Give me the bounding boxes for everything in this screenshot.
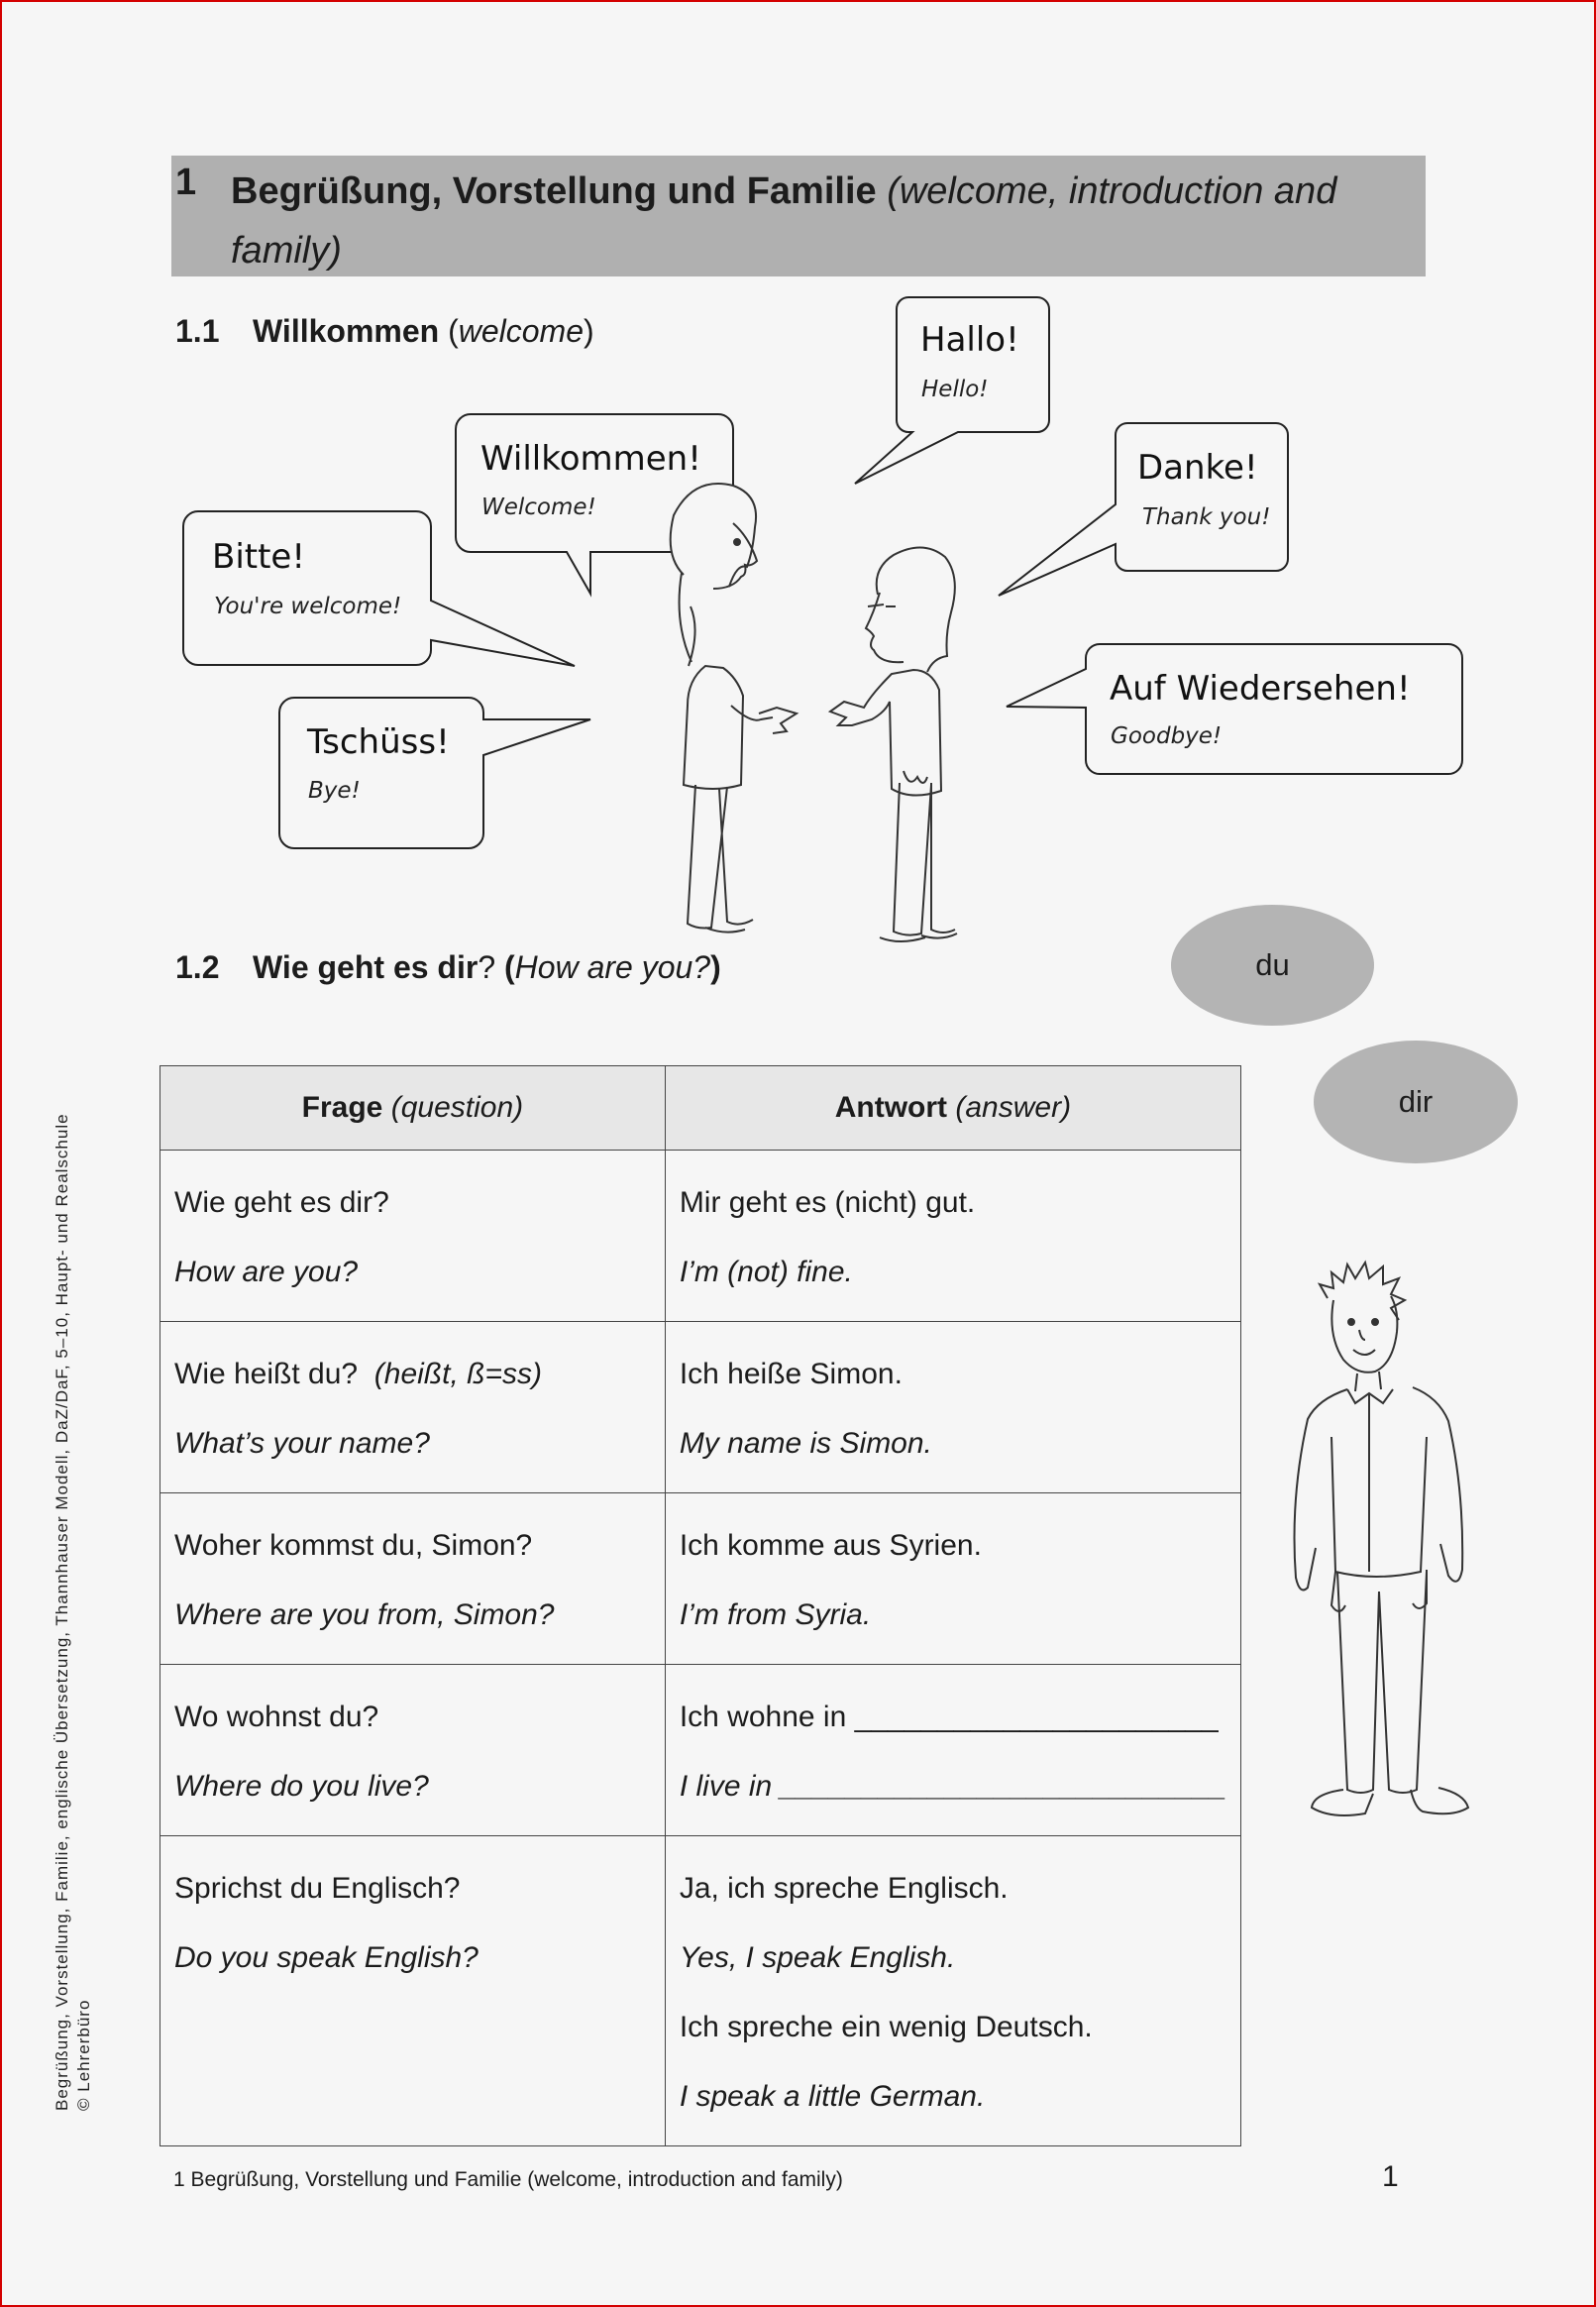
answer-de: Ja, ich spreche Englisch. — [679, 1872, 1009, 1905]
question-en: Do you speak English? — [174, 1941, 479, 1974]
header-answer-italic: (answer) — [955, 1091, 1072, 1124]
answer-en-fill-blank[interactable]: I live in ___________________________ — [679, 1770, 1226, 1803]
table-row — [160, 1665, 1241, 1836]
section-number: 1.1 — [175, 313, 220, 349]
table-row — [160, 1151, 1241, 1322]
section-title-question-mark: ? — [478, 949, 504, 985]
question-cell — [160, 1322, 666, 1493]
header-answer — [665, 1066, 1240, 1151]
question-answer-table — [160, 1065, 1241, 2146]
answer-de: Ich komme aus Syrien. — [679, 1529, 982, 1562]
bubble-willkommen-sub: Welcome! — [481, 494, 596, 520]
person-right — [830, 547, 957, 941]
section-title-paren-close: ) — [710, 949, 721, 985]
question-en: How are you? — [174, 1256, 359, 1288]
chapter-number: 1 — [175, 162, 197, 203]
section-title-paren-close: ) — [584, 313, 594, 349]
ellipse-dir: dir — [1314, 1041, 1518, 1163]
question-de: Wie geht es dir? — [174, 1186, 389, 1219]
bubble-auf-wiedersehen-sub: Goodbye! — [1111, 723, 1223, 749]
question-de: Woher kommst du, Simon? — [174, 1529, 533, 1562]
section-title-italic: welcome — [458, 313, 584, 349]
ellipse-du: du — [1171, 905, 1374, 1026]
question-de-line — [174, 1340, 651, 1409]
question-cell — [160, 1151, 666, 1322]
answer-en: Yes, I speak English. — [679, 1941, 956, 1974]
header-answer-bold: Antwort — [834, 1091, 948, 1124]
section-title-bold: Willkommen — [253, 313, 440, 349]
answer-cell — [665, 1836, 1240, 2146]
answer-en: My name is Simon. — [679, 1427, 932, 1460]
answer-cell — [665, 1493, 1240, 1665]
bubble-auf-wiedersehen-main: Auf Wiedersehen! — [1110, 669, 1411, 709]
answer-cell — [665, 1322, 1240, 1493]
section-title-paren-open: ( — [439, 313, 459, 349]
section-number: 1.2 — [175, 949, 220, 985]
question-en: Where do you live? — [174, 1770, 429, 1803]
bubble-bitte-main: Bitte! — [212, 537, 305, 577]
question-cell — [160, 1836, 666, 2146]
side-copyright-text — [52, 961, 95, 2111]
side-text-line-1: Begrüßung, Vorstellung, Familie, englische Übersetzung, Thannhauser Modell, DaZ/DaF, 5–10, Haupt- und Realschule — [53, 1113, 71, 2111]
answer-cell — [665, 1665, 1240, 1836]
section-1-2-title — [175, 949, 721, 986]
question-cell — [160, 1665, 666, 1836]
bubble-willkommen-main: Willkommen! — [480, 439, 701, 479]
side-text-line-2: © Lehrerbüro — [74, 1999, 93, 2111]
answer-de: Ich heiße Simon. — [679, 1358, 903, 1390]
page-number: 1 — [1382, 2160, 1399, 2193]
answer-cell — [665, 1151, 1240, 1322]
speech-bubble-tschuess — [279, 698, 590, 848]
bubble-tschuess-main: Tschüss! — [307, 722, 450, 762]
speech-bubble-auf-wiedersehen — [1007, 644, 1462, 774]
question-en: What’s your name? — [174, 1427, 430, 1460]
answer-en-2: I speak a little German. — [679, 2080, 986, 2113]
table-row — [160, 1322, 1241, 1493]
bubble-hallo-sub: Hello! — [921, 377, 989, 402]
answer-en: I’m from Syria. — [679, 1598, 872, 1631]
bubble-hallo-main: Hallo! — [920, 320, 1019, 360]
question-de: Sprichst du Englisch? — [174, 1872, 461, 1905]
boy-simon-illustration — [1288, 1239, 1506, 1833]
table-row — [160, 1836, 1241, 2146]
section-title-italic: How are you? — [514, 949, 711, 985]
header-question-bold: Frage — [301, 1091, 383, 1124]
bubble-bitte-sub: You're welcome! — [214, 594, 402, 619]
person-left — [671, 484, 797, 933]
question-cell — [160, 1493, 666, 1665]
greeting-illustration — [0, 0, 1596, 991]
answer-de-fill-blank[interactable]: Ich wohne in ______________________ — [679, 1701, 1219, 1733]
question-de: Wie heißt du? — [174, 1358, 359, 1390]
chapter-title-bold: Begrüßung, Vorstellung und Familie — [231, 170, 877, 212]
section-title-bold: Wie geht es dir — [253, 949, 479, 985]
question-en: Where are you from, Simon? — [174, 1598, 555, 1631]
question-de: Wo wohnst du? — [174, 1701, 379, 1733]
bubble-danke-sub: Thank you! — [1142, 504, 1271, 530]
answer-de: Mir geht es (nicht) gut. — [679, 1186, 976, 1219]
header-question — [160, 1066, 666, 1151]
footer-text: 1 Begrüßung, Vorstellung und Familie (welcome, introduction and family) — [173, 2168, 843, 2191]
header-question-italic: (question) — [390, 1091, 524, 1124]
section-title-paren-open: ( — [504, 949, 515, 985]
bubble-tschuess-sub: Bye! — [308, 778, 361, 804]
bubble-danke-main: Danke! — [1137, 448, 1258, 488]
question-hint: (heißt, ß=ss) — [373, 1358, 542, 1390]
table-row — [160, 1493, 1241, 1665]
chapter-title-italic: (welcome, introduction and family) — [231, 170, 1337, 272]
answer-de-2: Ich spreche ein wenig Deutsch. — [679, 2011, 1093, 2043]
answer-en: I’m (not) fine. — [679, 1256, 853, 1288]
